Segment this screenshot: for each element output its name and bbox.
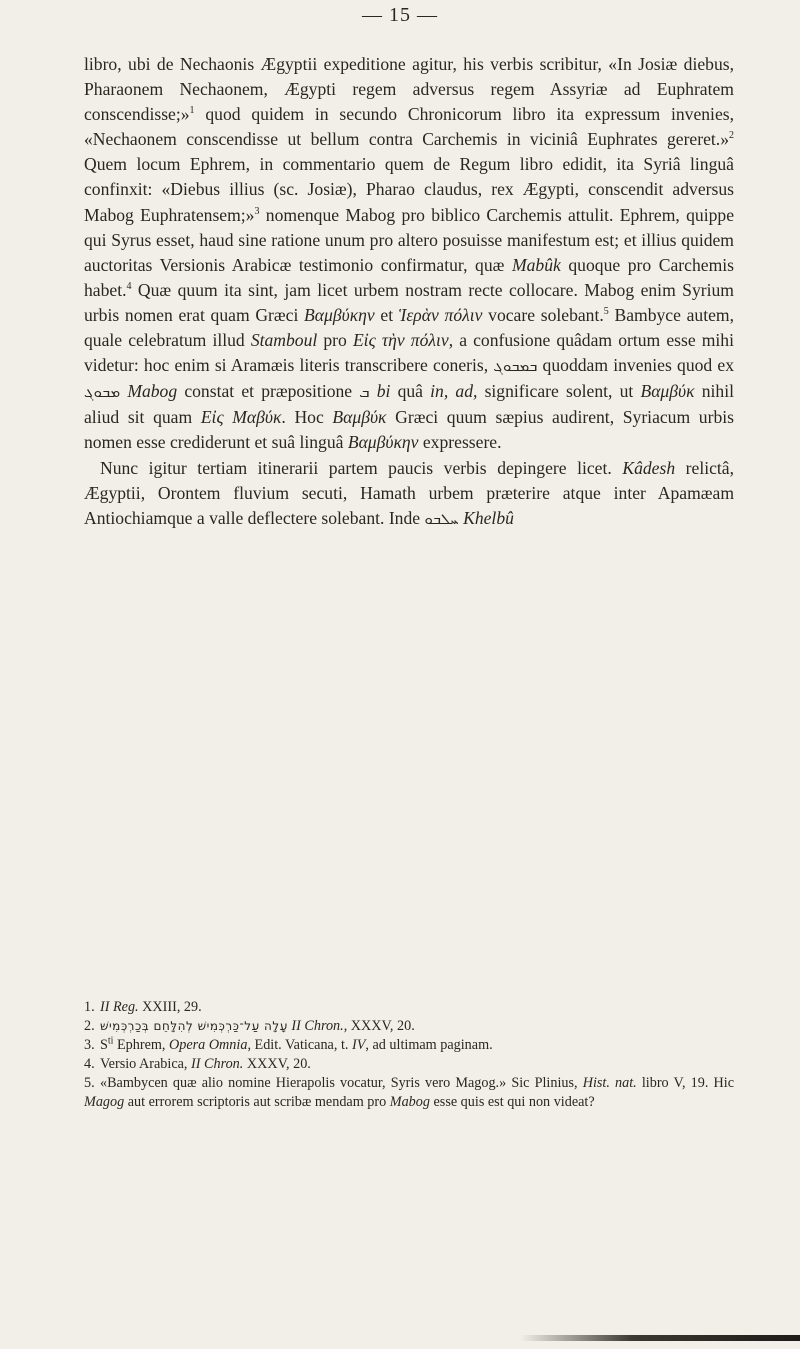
greek-word: Βαμβύκ — [640, 381, 695, 402]
footnote-4: 4. Versio Arabica, II Chron. XXXV, 20. — [84, 1056, 311, 1072]
footnote-2: 2. עָלָה עַל־כַּרְכְּמִישׁ לְהִלָּחֵם בְּכַרְכְּמִישׁ II Chron., XXXV, 20. — [84, 1018, 415, 1034]
transliteration: Khelbû — [463, 507, 514, 528]
syriac-word: ܚܠܒܘ — [424, 509, 459, 528]
main-text — [84, 52, 734, 532]
footnote-3: 3. $S^{ti}$ Ephrem, Opera Omnia, Edit. Vaticana, t. IV, ad ultimam paginam. — [84, 1035, 493, 1053]
footnote-1: 1. II Reg. XXIII, 29. — [84, 999, 202, 1015]
footnote-5: 5. «Bambycen quæ alio nomine Hierapolis vocatur, Syris vero Magog.» Sic Plinius, Hist. nat. libro V, 19. Hic Magog aut errorem scriptoris aut scribæ mendam pro Mabog esse quis est qui non videat? — [84, 1075, 734, 1110]
hebrew-text: עָלָה עַל־כַּרְכְּמִישׁ לְהִלָּחֵם בְּכַרְכְּמִישׁ — [100, 1019, 288, 1033]
greek-word: Ἱερὰν πόλιν — [398, 304, 483, 325]
footnotes — [84, 998, 734, 1112]
footnote-ref-2: 2 — [729, 130, 734, 142]
footnote-ref-5: 5 — [603, 306, 609, 318]
greek-word: Εἰς τὴν πόλιν — [352, 330, 449, 351]
greek-word: Βαμβύκην — [304, 304, 375, 325]
footnote-ref-3: 3 — [254, 205, 260, 217]
greek-word: Εἰς Μαβύκ — [200, 407, 282, 428]
footnote-ref-4: 4 — [126, 280, 132, 292]
syriac-letter: ܒ — [359, 383, 370, 402]
paragraph-2: Nunc igitur tertiam itinerarii partem paucis verbis depingere licet. Kâdesh relictâ, Ægyptii, Orontem fluvium secuti, Hamath urbem præterire atque inter Apamæam Antiochiamque a valle deflectere solebant. Inde ܚܠܒܘ Khelbû — [84, 457, 734, 528]
page-number: — 15 — — [362, 4, 438, 26]
greek-word: Βαμβύκ — [332, 407, 387, 428]
greek-word: Βαμβύκην — [347, 432, 419, 453]
paragraph-1: libro, ubi de Nechaonis Ægyptii expeditione agitur, his verbis scribitur, «In Josiæ diebus, Pharaonem Nechaonem, Ægypti regem adversus regem Assyriæ ad Euphratem conscendisse;»$^1$ quod quidem in secundo Chronicorum libro ita expressum invenies, «Nechaonem conscendisse ut bellum contra Carchemis in viciniâ Euphrates gereret.»$^2$ Quem locum Ephrem, in commentario quem de Regum libro edidit, ita Syriâ linguâ confinxit: «Diebus illius (sc. Josiæ), Pharao claudus, rex Ægypti, conscendit adversus Mabog Euphratensem;»$^3$ nomenque Mabog pro biblico Carchemis attulit. Ephrem, quippe qui Syrus esset, haud sine ratione unum pro altero posuisse manifestum est; et illius quidem auctoritas Versionis Arabicæ testimonio confirmatur, quæ Mabûk quoque pro Carchemis habet.$^4$ Quæ quum ita sint, jam licet urbem nostram recte collocare. Mabog enim Syrium urbis nomen erat quam Græci Βαμβύκην et Ἱερὰν πόλιν vocare solebant.$^5$ Bambyce autem, quale celebratum illud Stamboul pro Εἰς τὴν πόλιν, a confusione quâdam ortum esse mihi videtur: hoc enim si Aramæis literis transcribere coneris, ܒܡܒܘܓ quoddam invenies quod ex ܡܒܘܓ Mabog constat et præpositione ܒ bi quâ in, ad, significare solent, ut Βαμβύκ nihil aliud sit quam Εἰς Μαβύκ. Hoc Βαμβύκ Græci quum sæpius audirent, Syriacum urbis nomen esse crediderunt et suâ linguâ Βαμβύκην expressere. — [84, 54, 735, 453]
footnote-ref-1: 1 — [189, 105, 195, 117]
syriac-word: ܡܒܘܓ — [84, 383, 121, 402]
page-edge-shadow — [520, 1335, 800, 1341]
syriac-word: ܒܡܒܘܓ — [493, 357, 538, 376]
